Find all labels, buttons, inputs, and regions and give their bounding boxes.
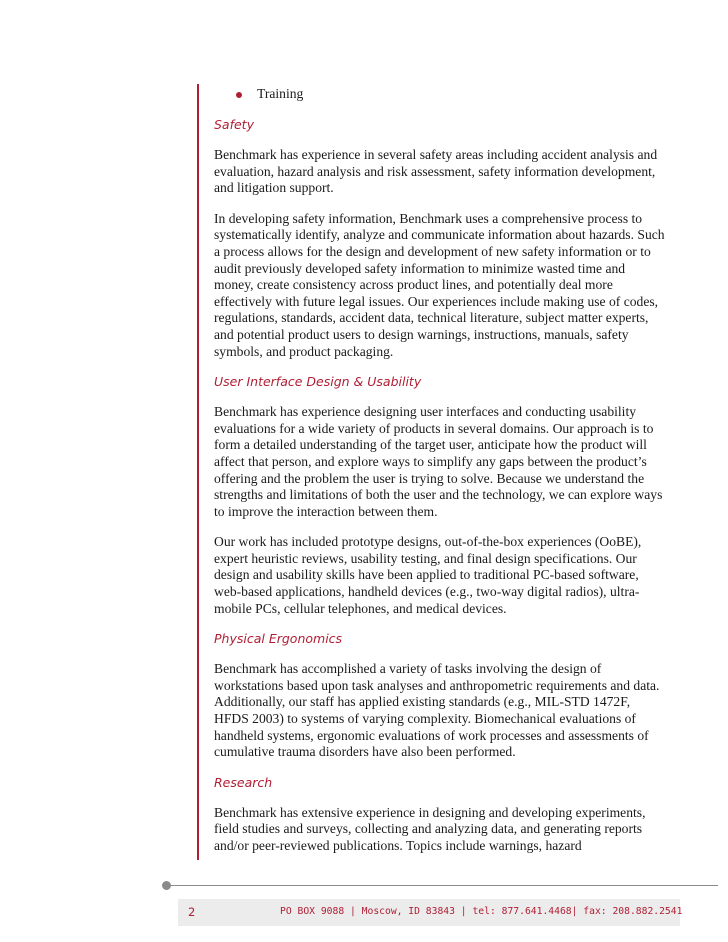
footer <box>178 899 683 926</box>
paragraph: In developing safety information, Benchmark uses a comprehensive process to systematically identify, analyze and communicate information about hazards. Such a process allows for the design and development of new safety information or to audit previously developed safety information to minimize wasted time and money, create consistency across product lines, and potentially deal more effectively with future legal issues. Our experiences include making use of codes, regulations, standards, accident data, technical literature, subject matter experts, and potential product users to design warnings, instructions, manuals, safety symbols, and product packaging. <box>214 210 665 359</box>
section-heading-physical-ergonomics: Physical Ergonomics <box>214 631 343 647</box>
paragraph: Benchmark has experience designing user interfaces and conducting usability evaluations for a wide variety of products in several domains. Our approach is to form a detailed understanding of the target user, anticipate how the product will affect that person, and explore ways to simplify any gaps between the product’s offering and the problem the user is trying to solve. Because we understand the strengths and limitations of both the user and the technology, we can explore ways to improve the interaction between them. <box>214 404 663 519</box>
paragraph: Our work has included prototype designs, out-of-the-box experiences (OoBE), expert heuristic reviews, usability testing, and final design specifications. Our design and usability skills have been applied to traditional PC-based software, web-based applications, handheld devices (e.g., two-way digital radios), ultra-mobile PCs, cellular telephones, and medical devices. <box>214 534 642 616</box>
page-number: 2 <box>188 905 196 919</box>
footer-rule-node-icon <box>162 881 171 890</box>
bullet-dot-icon <box>236 92 242 98</box>
paragraph: Benchmark has accomplished a variety of tasks involving the design of workstations based upon task analyses and anthropometric requirements and data. Additionally, our staff has applied existing standards (e.g., MIL-STD 1472F, HFDS 2003) to systems of varying complexity. Biomechanical evaluations of handheld systems, ergonomic evaluations of work processes and assessments of cumulative trauma disorders have also been performed. <box>214 661 660 760</box>
bullet-text: Training <box>257 86 304 101</box>
paragraph: Benchmark has experience in several safety areas including accident analysis and evaluation, hazard analysis and risk assessment, safety information development, and litigation support. <box>214 147 658 196</box>
footer-rule <box>166 885 718 886</box>
paragraph: Benchmark has extensive experience in designing and developing experiments, field studies and surveys, collecting and analyzing data, and generating reports and/or peer-reviewed publications. Topics include warnings, hazard <box>214 804 646 853</box>
section-heading-ui-design: User Interface Design & Usability <box>214 374 422 390</box>
section-heading-research: Research <box>214 774 273 790</box>
document-body <box>214 86 666 869</box>
footer-contact-text: PO BOX 9088 | Moscow, ID 83843 | tel: 877.641.4468| fax: 208.882.2541 <box>280 906 683 917</box>
bullet-item <box>214 86 666 103</box>
section-heading-safety: Safety <box>214 117 254 132</box>
left-margin-rule <box>197 84 199 860</box>
